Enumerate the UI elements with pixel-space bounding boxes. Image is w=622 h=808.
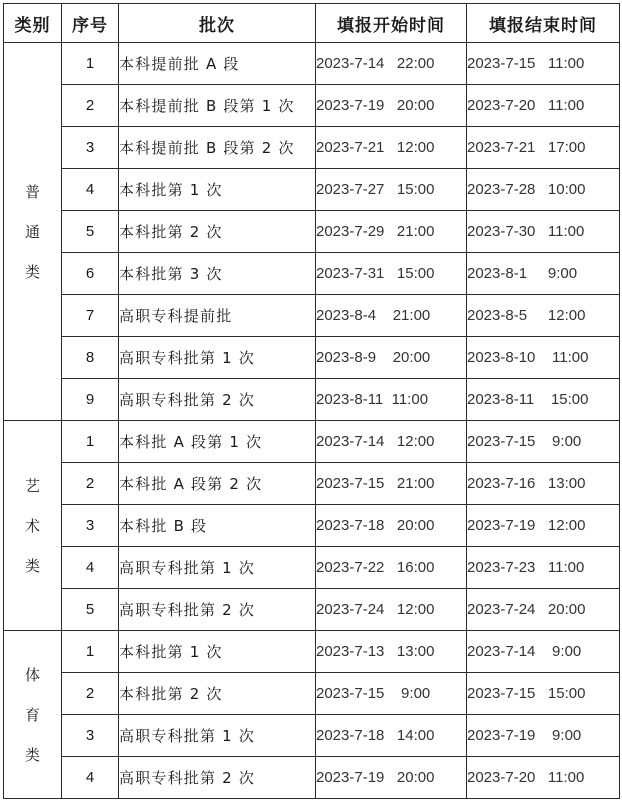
category-char: 艺 — [24, 476, 40, 495]
start-time: 2023-7-19 20:00 — [316, 757, 467, 799]
row-index: 2 — [62, 85, 119, 127]
batch-name: 本科提前批 B 段第 2 次 — [119, 127, 316, 169]
table-row — [4, 547, 620, 589]
category-char: 类 — [24, 745, 40, 764]
batch-name: 本科批第 2 次 — [119, 211, 316, 253]
table-row — [4, 85, 620, 127]
table-row — [4, 715, 620, 757]
start-time: 2023-7-19 20:00 — [316, 85, 467, 127]
end-time: 2023-8-11 15:00 — [467, 379, 620, 421]
batch-name: 高职专科提前批 — [119, 295, 316, 337]
start-time: 2023-7-18 20:00 — [316, 505, 467, 547]
table-row — [4, 211, 620, 253]
table-body — [4, 43, 620, 799]
header-index: 序号 — [62, 4, 119, 43]
table-row — [4, 505, 620, 547]
table-row — [4, 379, 620, 421]
category-cell — [4, 43, 62, 421]
row-index: 4 — [62, 757, 119, 799]
table-header — [4, 4, 620, 43]
category-char: 类 — [24, 262, 40, 281]
end-time: 2023-7-15 15:00 — [467, 673, 620, 715]
category-char: 普 — [24, 182, 40, 201]
batch-name: 高职专科批第 2 次 — [119, 379, 316, 421]
header-start-time: 填报开始时间 — [316, 4, 467, 43]
row-index: 3 — [62, 505, 119, 547]
row-index: 2 — [62, 463, 119, 505]
batch-name: 本科批 A 段第 2 次 — [119, 463, 316, 505]
category-cell — [4, 631, 62, 799]
row-index: 3 — [62, 127, 119, 169]
end-time: 2023-7-20 11:00 — [467, 85, 620, 127]
end-time: 2023-8-1 9:00 — [467, 253, 620, 295]
table-row — [4, 463, 620, 505]
end-time: 2023-7-30 11:00 — [467, 211, 620, 253]
category-cell — [4, 421, 62, 631]
row-index: 1 — [62, 421, 119, 463]
header-row — [4, 4, 620, 43]
end-time: 2023-7-15 9:00 — [467, 421, 620, 463]
end-time: 2023-7-19 12:00 — [467, 505, 620, 547]
row-index: 4 — [62, 169, 119, 211]
start-time: 2023-8-11 11:00 — [316, 379, 467, 421]
start-time: 2023-7-21 12:00 — [316, 127, 467, 169]
start-time: 2023-8-4 21:00 — [316, 295, 467, 337]
batch-name: 本科提前批 A 段 — [119, 43, 316, 85]
table-row — [4, 253, 620, 295]
category-char: 通 — [24, 222, 40, 241]
table-row — [4, 757, 620, 799]
table-row — [4, 127, 620, 169]
end-time: 2023-7-16 13:00 — [467, 463, 620, 505]
batch-name: 本科批第 1 次 — [119, 631, 316, 673]
batch-name: 本科批 B 段 — [119, 505, 316, 547]
end-time: 2023-7-14 9:00 — [467, 631, 620, 673]
table-row — [4, 295, 620, 337]
end-time: 2023-8-5 12:00 — [467, 295, 620, 337]
batch-name: 高职专科批第 1 次 — [119, 547, 316, 589]
batch-name: 本科批第 3 次 — [119, 253, 316, 295]
batch-name: 高职专科批第 2 次 — [119, 589, 316, 631]
category-char: 体 — [24, 665, 40, 684]
row-index: 3 — [62, 715, 119, 757]
row-index: 2 — [62, 673, 119, 715]
start-time: 2023-7-24 12:00 — [316, 589, 467, 631]
start-time: 2023-7-31 15:00 — [316, 253, 467, 295]
end-time: 2023-7-19 9:00 — [467, 715, 620, 757]
table-row — [4, 673, 620, 715]
batch-name: 本科批第 1 次 — [119, 169, 316, 211]
batch-name: 高职专科批第 1 次 — [119, 715, 316, 757]
row-index: 7 — [62, 295, 119, 337]
table-row — [4, 589, 620, 631]
start-time: 2023-7-14 22:00 — [316, 43, 467, 85]
end-time: 2023-7-20 11:00 — [467, 757, 620, 799]
start-time: 2023-7-13 13:00 — [316, 631, 467, 673]
row-index: 5 — [62, 211, 119, 253]
header-end-time: 填报结束时间 — [467, 4, 620, 43]
table-row — [4, 421, 620, 463]
start-time: 2023-7-15 21:00 — [316, 463, 467, 505]
table-row — [4, 43, 620, 85]
row-index: 1 — [62, 631, 119, 673]
header-category: 类别 — [4, 4, 62, 43]
start-time: 2023-7-18 14:00 — [316, 715, 467, 757]
start-time: 2023-8-9 20:00 — [316, 337, 467, 379]
end-time: 2023-7-21 17:00 — [467, 127, 620, 169]
batch-name: 本科提前批 B 段第 1 次 — [119, 85, 316, 127]
table-row — [4, 337, 620, 379]
row-index: 9 — [62, 379, 119, 421]
end-time: 2023-7-24 20:00 — [467, 589, 620, 631]
start-time: 2023-7-29 21:00 — [316, 211, 467, 253]
row-index: 1 — [62, 43, 119, 85]
row-index: 6 — [62, 253, 119, 295]
start-time: 2023-7-22 16:00 — [316, 547, 467, 589]
row-index: 5 — [62, 589, 119, 631]
category-char: 术 — [24, 516, 40, 535]
end-time: 2023-7-28 10:00 — [467, 169, 620, 211]
row-index: 8 — [62, 337, 119, 379]
end-time: 2023-7-23 11:00 — [467, 547, 620, 589]
schedule-table — [3, 3, 620, 799]
table-row — [4, 169, 620, 211]
row-index: 4 — [62, 547, 119, 589]
start-time: 2023-7-15 9:00 — [316, 673, 467, 715]
end-time: 2023-7-15 11:00 — [467, 43, 620, 85]
batch-name: 本科批 A 段第 1 次 — [119, 421, 316, 463]
batch-name: 高职专科批第 1 次 — [119, 337, 316, 379]
start-time: 2023-7-14 12:00 — [316, 421, 467, 463]
batch-name: 高职专科批第 2 次 — [119, 757, 316, 799]
category-char: 育 — [24, 705, 40, 724]
batch-name: 本科批第 2 次 — [119, 673, 316, 715]
end-time: 2023-8-10 11:00 — [467, 337, 620, 379]
table-row — [4, 631, 620, 673]
header-batch: 批次 — [119, 4, 316, 43]
start-time: 2023-7-27 15:00 — [316, 169, 467, 211]
category-char: 类 — [24, 556, 40, 575]
